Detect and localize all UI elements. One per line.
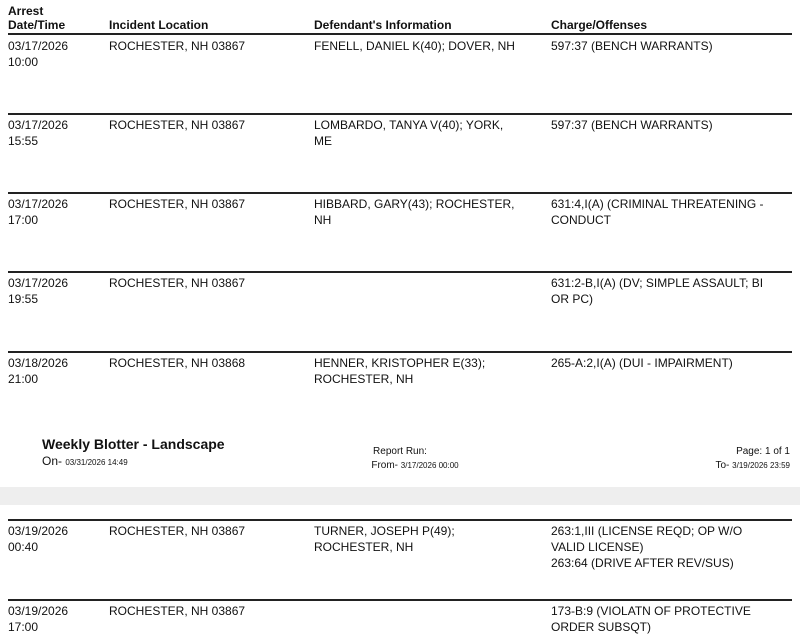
row-rule xyxy=(8,351,792,353)
arrest-datetime: 03/17/2026 19:55 xyxy=(8,276,69,306)
report-run-label: Report Run: xyxy=(373,446,427,457)
defendant-info: TURNER, JOSEPH P(49); ROCHESTER, NH xyxy=(314,524,455,554)
row-rule xyxy=(8,271,792,273)
defendant-info: FENELL, DANIEL K(40); DOVER, NH xyxy=(314,39,515,53)
arrest-datetime: 03/19/2026 17:00 xyxy=(8,604,69,634)
row-rule xyxy=(8,192,792,194)
defendant-info: LOMBARDO, TANYA V(40); YORK, ME xyxy=(314,118,504,148)
report-from xyxy=(0,460,800,471)
arrest-datetime: 03/17/2026 10:00 xyxy=(8,39,69,69)
header-datetime-line2: Date/Time xyxy=(8,18,66,32)
page-break-band xyxy=(0,487,800,505)
incident-location: ROCHESTER, NH 03867 xyxy=(109,39,246,53)
charges: 265-A:2,I(A) (DUI - IMPAIRMENT) xyxy=(551,356,733,370)
header-rule xyxy=(8,33,792,35)
charges: 597:37 (BENCH WARRANTS) xyxy=(551,118,713,132)
row-rule xyxy=(8,113,792,115)
incident-location: ROCHESTER, NH 03867 xyxy=(109,524,246,538)
report-title: Weekly Blotter - Landscape xyxy=(42,436,225,452)
charges: 631:2-B,I(A) (DV; SIMPLE ASSAULT; BI OR PC) xyxy=(551,276,764,306)
on-label: On- xyxy=(42,454,63,468)
header-location: Incident Location xyxy=(109,18,209,32)
charges: 263:1,III (LICENSE REQD; OP W/O VALID LICENSE) 263:64 (DRIVE AFTER REV/SUS) xyxy=(551,524,743,570)
incident-location: ROCHESTER, NH 03867 xyxy=(109,276,246,290)
charges: 173-B:9 (VIOLATN OF PROTECTIVE ORDER SUBSQT) xyxy=(551,604,751,634)
header-datetime-line1: Arrest xyxy=(8,4,44,18)
header-charge: Charge/Offenses xyxy=(551,18,648,32)
incident-location: ROCHESTER, NH 03867 xyxy=(109,118,246,132)
incident-location: ROCHESTER, NH 03868 xyxy=(109,356,246,370)
defendant-info: HENNER, KRISTOPHER E(33); ROCHESTER, NH xyxy=(314,356,486,386)
incident-location: ROCHESTER, NH 03867 xyxy=(109,197,246,211)
page-number: Page: 1 of 1 xyxy=(736,446,790,457)
to-value: 3/19/2026 23:59 xyxy=(732,461,790,470)
arrest-datetime: 03/18/2026 21:00 xyxy=(8,356,69,386)
arrest-datetime: 03/17/2026 15:55 xyxy=(8,118,69,148)
row-rule xyxy=(8,599,792,601)
incident-location: ROCHESTER, NH 03867 xyxy=(109,604,246,618)
from-value: 3/17/2026 00:00 xyxy=(400,461,459,470)
charges: 597:37 (BENCH WARRANTS) xyxy=(551,39,713,53)
defendant-info: HIBBARD, GARY(43); ROCHESTER, NH xyxy=(314,197,515,227)
to-label: To- xyxy=(715,460,730,471)
from-label: From- xyxy=(371,460,399,471)
header-defendant: Defendant's Information xyxy=(314,18,452,32)
report-footer xyxy=(0,432,800,482)
on-value: 03/31/2026 14:49 xyxy=(65,458,128,467)
charges: 631:4,I(A) (CRIMINAL THREATENING - CONDUCT xyxy=(551,197,764,227)
report-to xyxy=(715,460,790,471)
arrest-datetime: 03/17/2026 17:00 xyxy=(8,197,69,227)
arrest-datetime: 03/19/2026 00:40 xyxy=(8,524,69,554)
header-datetime xyxy=(8,4,65,32)
row-rule xyxy=(8,519,792,521)
